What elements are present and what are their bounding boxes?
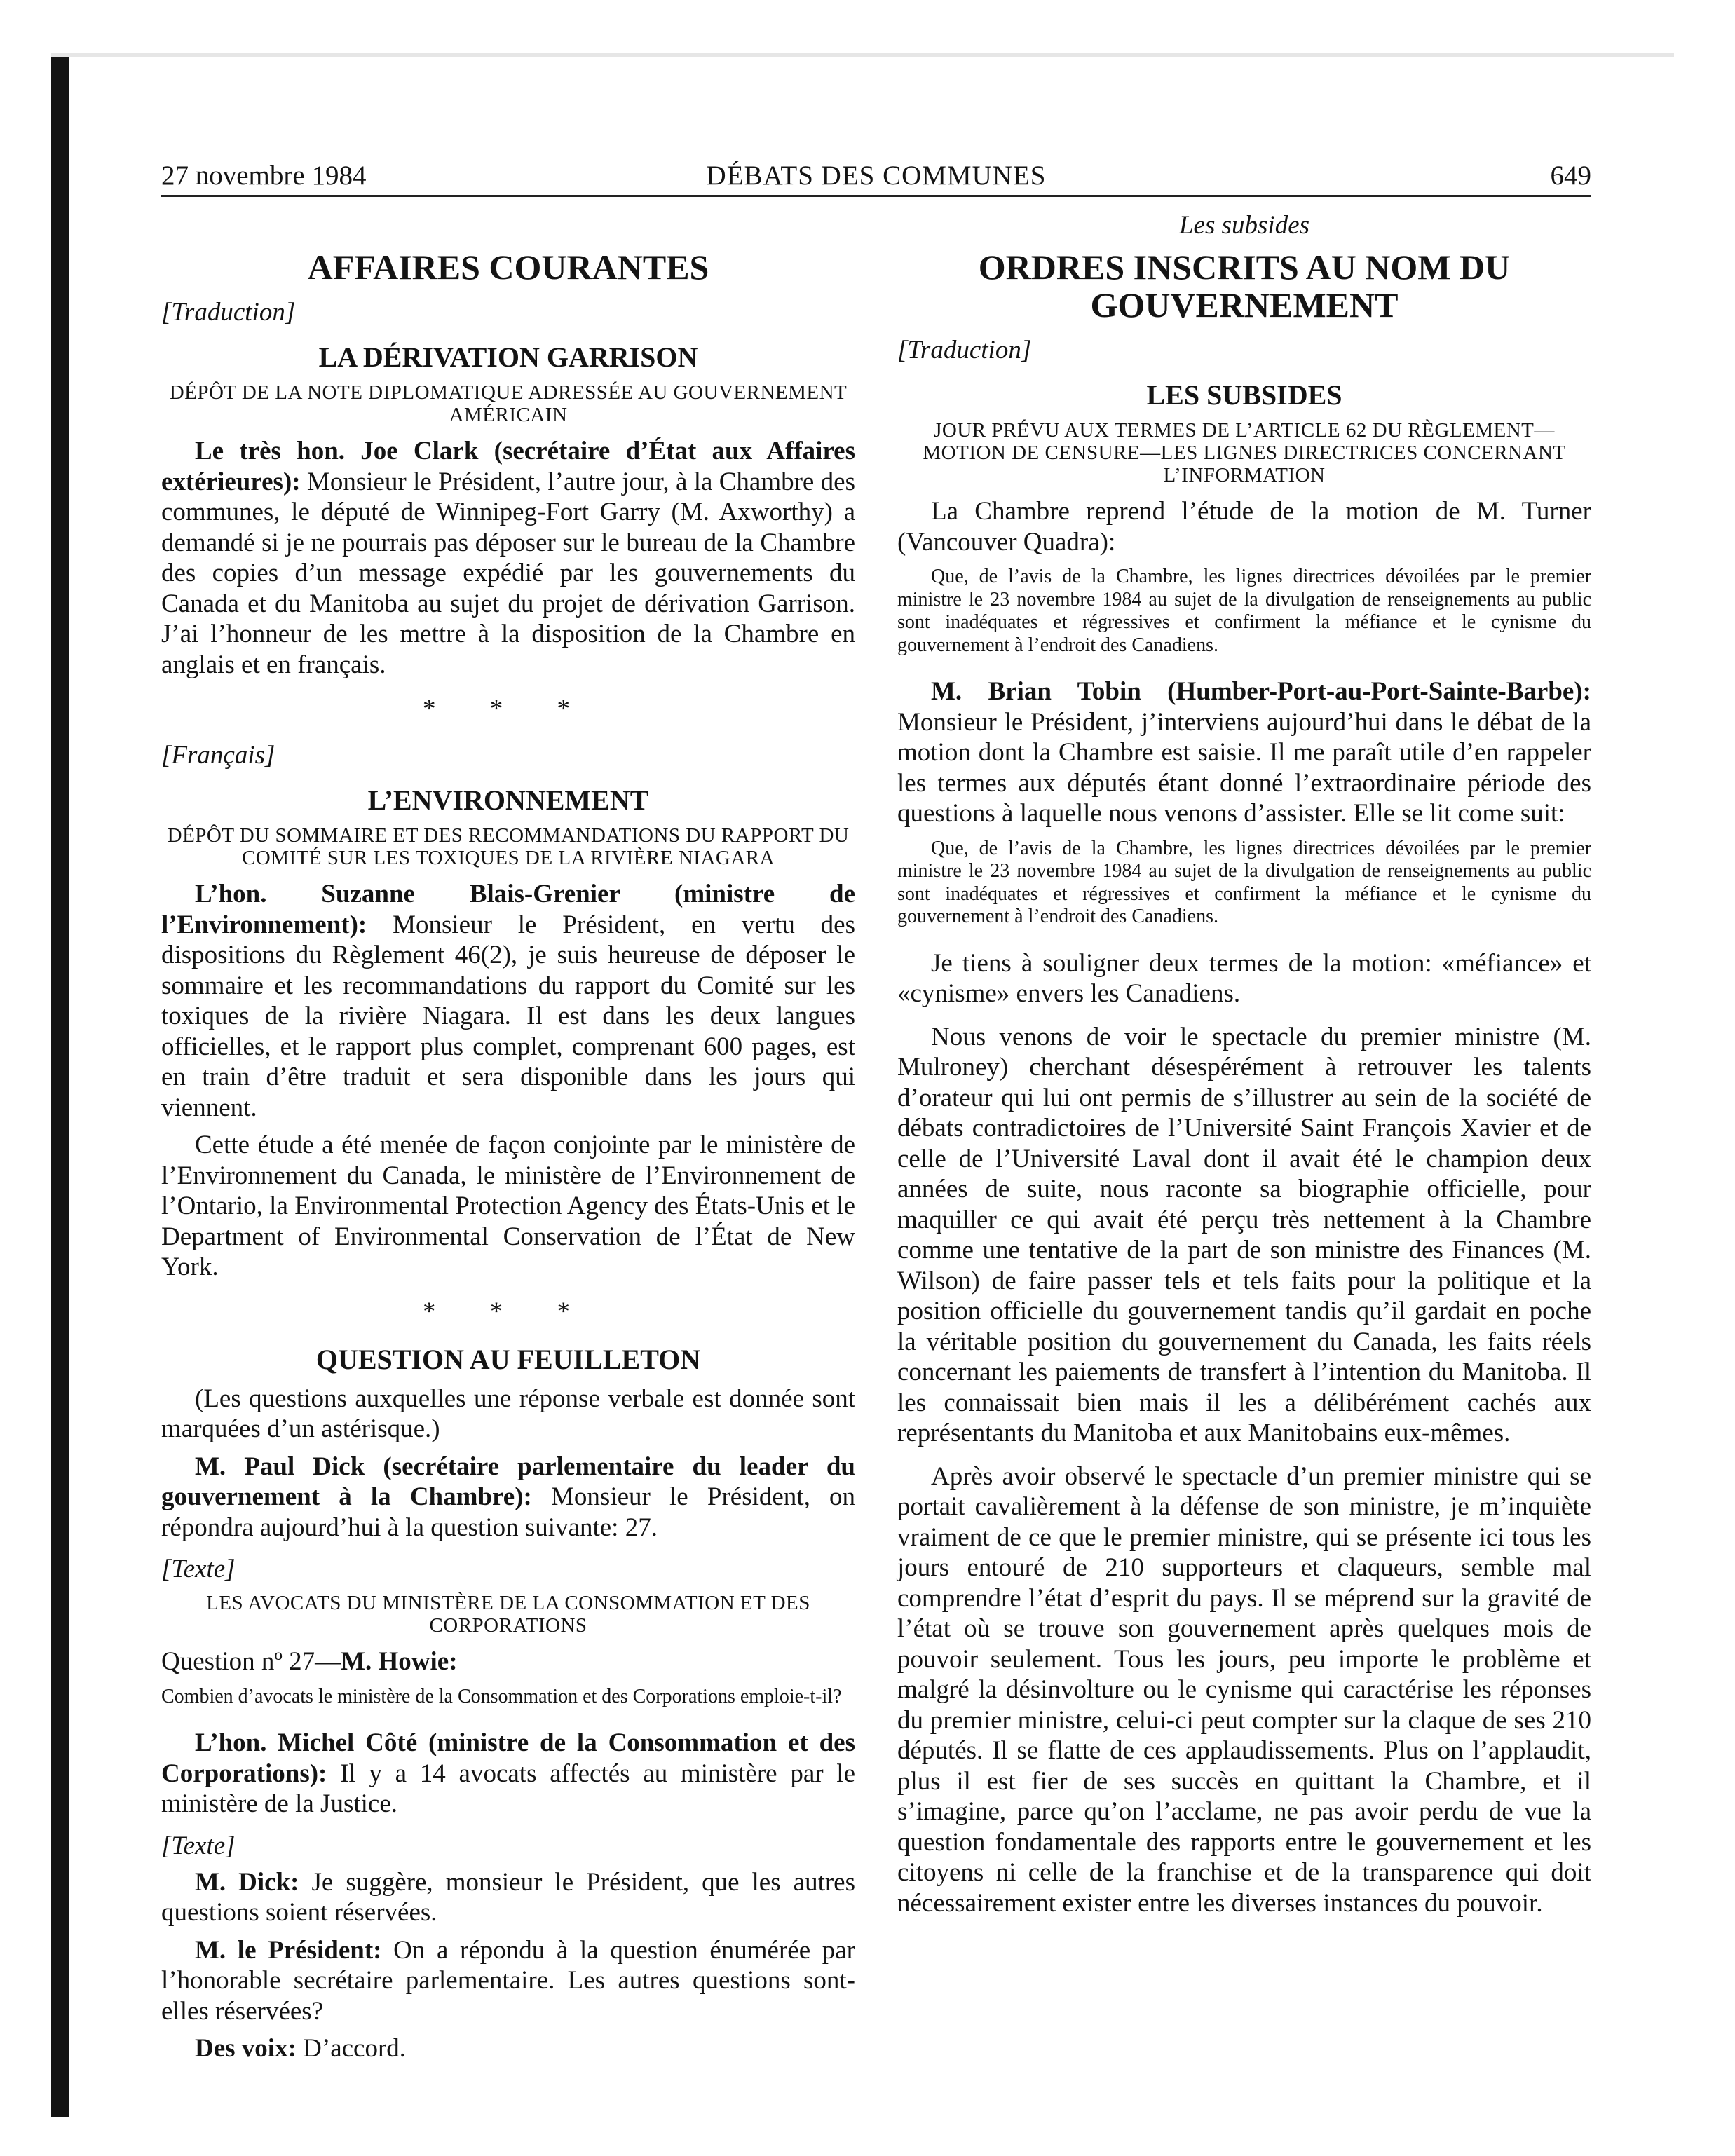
- separator-stars-1: * * *: [423, 695, 594, 723]
- paragraph-blais-grenier: [161, 879, 855, 1123]
- motion-quote-1: Que, de l’avis de la Chambre, les lignes directrices dévoilées par le premier ministre le 23 novembre 1984 au sujet de la divulgation de renseignements au public sont inadéquates et régressives et confirment la méfiance et le cynisme du gouvernement à l’endroit des Canadiens.: [897, 566, 1591, 656]
- speaker-cote: L’hon. Michel Côté (ministre de la Consommation et des Corporations):: [161, 1728, 855, 1788]
- left-column-spacer: [161, 210, 855, 241]
- left-column: [161, 210, 855, 2071]
- paragraph-termes: Je tiens à souligner deux termes de la motion: «méfiance» et «cynisme» envers les Canadiens.: [897, 948, 1591, 1008]
- language-note-traduction: [Traduction]: [161, 298, 296, 327]
- speaker-clark: Le très hon. Joe Clark (secrétaire d’État aux Affaires extérieures):: [161, 437, 855, 496]
- text-clark: Monsieur le Président, l’autre jour, à la Chambre des communes, le député de Winnipeg-Fort Garry (M. Axworthy) a demandé si je ne pourrais pas déposer sur le bureau de la Chambre des copies d’un message expédié par les gouvernements du Canada et du Manitoba au sujet du projet de dérivation Garrison. J’ai l’honneur de les mettre à la disposition de la Chambre en anglais et en français.: [161, 467, 855, 679]
- speaker-president: M. le Président:: [195, 1935, 382, 1965]
- paragraph-dick-1: [161, 1452, 855, 1543]
- text-cote: Il y a 14 avocats affectés au ministère par le ministère de la Justice.: [161, 1759, 855, 1818]
- paragraph-note-asterisque: (Les questions auxquelles une réponse verbale est donnée sont marquées d’un astérisque.): [161, 1384, 855, 1443]
- running-head-subsides: Les subsides: [1178, 211, 1310, 240]
- question-label: Question nº 27—: [161, 1647, 341, 1676]
- section-title-affaires: AFFAIRES COURANTES: [307, 247, 709, 287]
- subheading-motion-censure: JOUR PRÉVU AUX TERMES DE L’ARTICLE 62 DU RÈGLEMENT—MOTION DE CENSURE—LES LIGNES DIRECTRICES CONCERNANT L’INFORMATION: [923, 419, 1566, 486]
- paragraph-dick-2: [161, 1867, 855, 1928]
- page-header: [161, 160, 1591, 199]
- heading-subsides: LES SUBSIDES: [1146, 379, 1342, 411]
- language-note-texte-1: [Texte]: [161, 1555, 236, 1583]
- paragraph-mulroney: Nous venons de voir le spectacle du premier ministre (M. Mulroney) cherchant désespérément à retrouver les talents d’orateur qui lui ont permis de s’illustrer au sein de la société de débats contradictoires de l’Université Saint François Xavier et de celle de l’Université Laval dont il avait été le champion deux années de suite, nous raconte sa biographie officielle, pour maquiller ce qui avait été perçu très nettement à la Chambre comme une tentative de la part de son ministre des Finances (M. Wilson) de faire passer tels et tels faits pour la politique et la position officielle du gouvernement tandis qu’il gardait en poche la véritable position du gouvernement du Canada, les faits réels concernant les paiements de transfert à l’intention du Manitoba. Il les connaissait bien mais il les a délibérément cachés aux représentants du Manitoba et aux Manitobains eux-mêmes.: [897, 1022, 1591, 1447]
- question-text: Combien d’avocats le ministère de la Consommation et des Corporations emploie-t-il?: [161, 1685, 842, 1707]
- heading-garrison: LA DÉRIVATION GARRISON: [318, 341, 698, 373]
- speaker-dick-1: M. Paul Dick (secrétaire parlementaire du leader du gouvernement à la Chambre):: [161, 1452, 855, 1511]
- speaker-dick-2: M. Dick:: [195, 1867, 299, 1897]
- question-line: [161, 1646, 855, 1677]
- subheading-avocats: LES AVOCATS DU MINISTÈRE DE LA CONSOMMATION ET DES CORPORATIONS: [206, 1592, 810, 1637]
- language-note-texte-2: [Texte]: [161, 1831, 236, 1860]
- speaker-blais-grenier: L’hon. Suzanne Blais-Grenier (ministre de l’Environnement):: [161, 880, 855, 939]
- paragraph-des-voix: [161, 2033, 855, 2064]
- right-column: [897, 210, 1591, 1925]
- header-title: DÉBATS DES COMMUNES: [706, 161, 1047, 191]
- motion-quote-2: Que, de l’avis de la Chambre, les lignes directrices dévoilées par le premier ministre le 23 novembre 1984 au sujet de la divulgation de renseignements au public sont inadéquates et régressives et confirment la méfiance et le cynisme du gouvernement à l’endroit des Canadiens.: [897, 837, 1591, 927]
- scan-edge-left: [51, 53, 69, 2117]
- header-rule: [161, 195, 1591, 197]
- paragraph-tobin: [897, 676, 1591, 829]
- scan-edge-top: [51, 53, 1674, 57]
- subheading-garrison: DÉPÔT DE LA NOTE DIPLOMATIQUE ADRESSÉE AU GOUVERNEMENT AMÉRICAIN: [169, 381, 848, 426]
- paragraph-intro-turner: La Chambre reprend l’étude de la motion de M. Turner (Vancouver Quadra):: [897, 497, 1591, 557]
- text-des-voix: D’accord.: [303, 2034, 407, 2063]
- speaker-des-voix: Des voix:: [195, 2034, 297, 2063]
- paragraph-clark: [161, 436, 855, 680]
- paragraph-spectacle: Après avoir observé le spectacle d’un premier ministre qui se portait cavalièrement à la défense de son ministre, je m’inquiète vraiment de ce que le premier ministre, qui se présente ici tous les jours entouré de 210 supporteurs et claqueurs, semble mal comprendre l’état d’esprit du pays. Il se méprend sur la gravité de l’état où se trouve son gouvernement après quelques mois de pouvoir seulement. Tous les jours, peu importe le problème et malgré la désinvolture ou le cynisme qui caractérise les réponses du premier ministre, celui-ci peut compter sur la claque de ses 210 députés. Il se flatte de ces applaudissements. Plus on l’applaudit, plus il est fier de ses succès en quittant la Chambre, et il s’imagine, parce qu’on l’acclame, ne pas avoir perdu de vue la question fondamentale des rapports entre le gouvernement et les citoyens ni celle de la franchise et de la transparence qui doit nécessairement exister entre les diverses instances du pouvoir.: [897, 1461, 1591, 1918]
- header-date: 27 novembre 1984: [161, 161, 367, 191]
- section-title-ordres: ORDRES INSCRITS AU NOM DU GOUVERNEMENT: [978, 247, 1511, 325]
- paragraph-etude: Cette étude a été menée de façon conjointe par le ministère de l’Environnement du Canada, le ministère de l’Environnement de l’Ontario, la Environmental Protection Agency des États-Unis et le Department of Environmental Conservation de l’État de New York.: [161, 1131, 855, 1281]
- heading-environnement: L’ENVIRONNEMENT: [367, 784, 649, 816]
- separator-stars-2: * * *: [423, 1297, 594, 1326]
- paragraph-president: [161, 1935, 855, 2027]
- heading-feuilleton: QUESTION AU FEUILLETON: [315, 1343, 701, 1375]
- language-note-traduction-right: [Traduction]: [897, 336, 1032, 364]
- speaker-tobin: M. Brian Tobin (Humber-Port-au-Port-Sainte-Barbe):: [931, 677, 1591, 706]
- text-president: On a répondu à la question énumérée par l’honorable secrétaire parlementaire. Les autres questions sont-elles réservées?: [161, 1935, 855, 2026]
- question-author: M. Howie:: [341, 1647, 458, 1676]
- subheading-environnement: DÉPÔT DU SOMMAIRE ET DES RECOMMANDATIONS DU RAPPORT DU COMITÉ SUR LES TOXIQUES DE LA RIVIÈRE NIAGARA: [167, 824, 850, 869]
- text-dick-1: Monsieur le Président, on répondra aujourd’hui à la question suivante: 27.: [161, 1482, 855, 1542]
- paragraph-cote: [161, 1728, 855, 1820]
- text-dick-2: Je suggère, monsieur le Président, que les autres questions soient réservées.: [161, 1867, 855, 1927]
- header-page-number: 649: [1550, 161, 1591, 191]
- text-blais-grenier: Monsieur le Président, en vertu des dispositions du Règlement 46(2), je suis heureuse de déposer le sommaire et les recommandations du rapport du Comité sur les toxiques de la rivière Niagara. Il est dans les deux langues officielles, et le rapport plus complet, comprenant 600 pages, est en train d’être traduit et sera disponible dans les jours qui viennent.: [161, 910, 856, 1122]
- language-note-francais: [Français]: [161, 741, 275, 770]
- document-page: [161, 154, 1591, 2103]
- text-tobin: Monsieur le Président, j’interviens aujourd’hui dans le débat de la motion dont la Chambre est saisie. Il me paraît utile d’en rappeler les termes aux députés étant donné l’extraordinaire période des questions à laquelle nous venons d’assister. Elle se lit come suit:: [897, 707, 1591, 828]
